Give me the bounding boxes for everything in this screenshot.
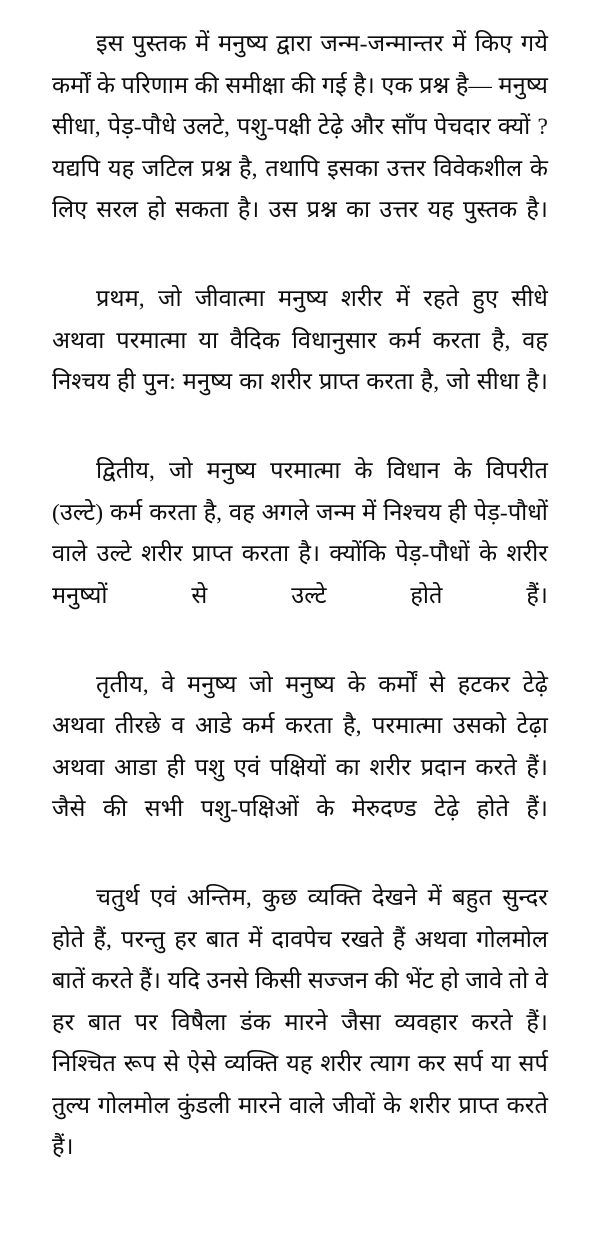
paragraph: द्वितीय, जो मनुष्य परमात्मा के विधान के विपरीत (उल्टे) कर्म करता है, वह अगले जन्म में निश्चय ही पेड़-पौधों वाले उल्टे शरीर प्राप्त करता है। क्योंकि पेड़-पौधों के शरीर मनुष्यों से उल्टे होते हैं। xyxy=(52,458,548,609)
paragraph: चतुर्थ एवं अन्तिम, कुछ व्यक्ति देखने में बहुत सुन्दर होते हैं, परन्तु हर बात में दावपेच रखते हैं अथवा गोलमोल बातें करते हैं। यदि उनसे किसी सज्जन की भेंट हो जावे तो वे हर बात पर विषैला डंक मारने जैसा व्यवहार करते हैं। निश्चित रूप से ऐसे व्यक्ति यह शरीर त्याग कर सर्प या सर्प तुल्य गोलमोल कुंडली मारने वाले जीवों के शरीर प्राप्त करते हैं। xyxy=(52,885,548,1160)
paragraph: इस पुस्तक में मनुष्य द्वारा जन्म-जन्मान्तर में किए गये कर्मों के परिणाम की समीक्षा की गई है। एक प्रश्न है— मनुष्य सीधा, पेड़-पौधे उलटे, पशु-पक्षी टेढ़े और साँप पेचदार क्यों ? यद्यपि यह जटिल प्रश्न है, तथापि इसका उत्तर विवेकशील के लिए सरल हो सकता है। उस प्रश्न का उत्तर यह पुस्तक है। xyxy=(52,31,548,223)
paragraph: प्रथम, जो जीवात्मा मनुष्य शरीर में रहते हुए सीधे अथवा परमात्मा या वैदिक विधानुसार कर्म करता है, वह निश्चय ही पुन: मनुष्य का शरीर प्राप्त करता है, जो सीधा है। xyxy=(52,286,548,395)
paragraph: तृतीय, वे मनुष्य जो मनुष्य के कर्मों से हटकर टेढ़े अथवा तीरछे व आडे कर्म करता है, परमात्मा उसको टेढ़ा अथवा आडा ही पशु एवं पक्षियों का शरीर प्रदान करते हैं। जैसे की सभी पशु-पक्षिओं के मेरुदण्ड टेढ़े होते हैं। xyxy=(52,671,548,822)
